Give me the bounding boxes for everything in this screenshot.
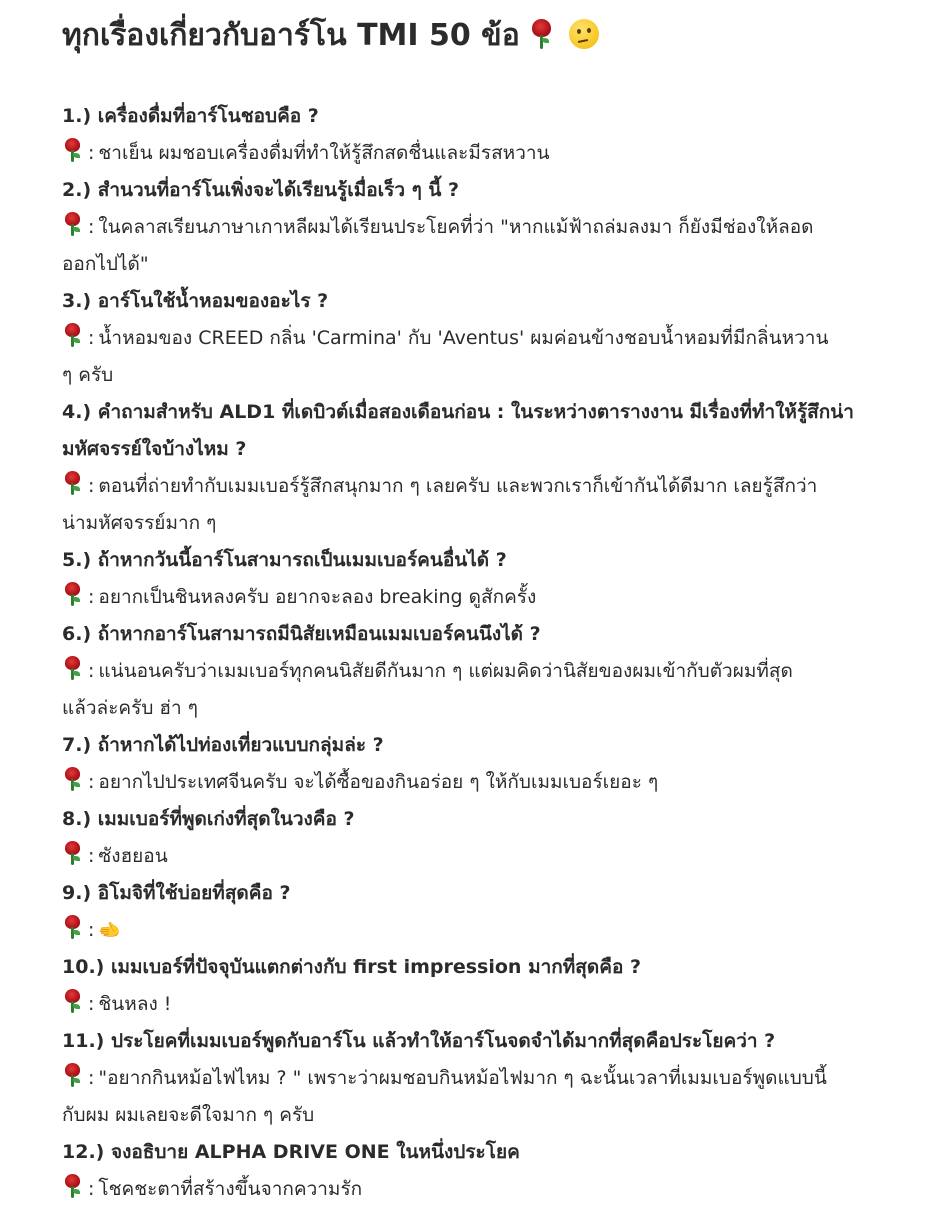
answer-line: [62, 468, 863, 505]
question-text: 12.) จงอธิบาย ALPHA DRIVE ONE ในหนึ่งประโยค: [62, 1141, 520, 1163]
rose-icon: [62, 841, 82, 865]
answer-prefix: :: [88, 327, 95, 349]
answer: [62, 838, 863, 875]
question: [62, 949, 863, 986]
answer: [62, 320, 863, 394]
answer: [62, 912, 863, 949]
question: [62, 1023, 863, 1060]
answer-text: ชินหลง !: [98, 993, 172, 1015]
page-title: [62, 12, 863, 60]
answer-prefix: :: [88, 586, 95, 608]
question-text: 6.) ถ้าหากอาร์โนสามารถมีนิสัยเหมือนเมมเบอร์คนนึงได้ ?: [62, 623, 541, 645]
answer-prefix: :: [88, 216, 95, 238]
rose-icon: [62, 582, 82, 606]
answer: [62, 986, 863, 1023]
rose-icon: [62, 915, 82, 939]
answer-prefix: :: [88, 142, 95, 164]
rose-icon: [62, 138, 82, 162]
answer-text-continued: น่ามหัศจรรย์มาก ๆ: [62, 512, 217, 534]
question: [62, 172, 863, 209]
answer-prefix: :: [88, 660, 95, 682]
answer-line: [62, 579, 863, 616]
answer-text-continued: ออกไปได้": [62, 253, 149, 275]
answer-text: ในคลาสเรียนภาษาเกาหลีผมได้เรียนประโยคที่ว่า "หากแม้ฟ้าถล่มลงมา ก็ยังมีช่องให้ลอด: [98, 216, 814, 238]
answer-text: แน่นอนครับว่าเมมเบอร์ทุกคนนิสัยดีกันมาก ๆ แต่ผมคิดว่านิสัยของผมเข้ากับตัวผมที่สุด: [98, 660, 793, 682]
rose-icon: [530, 19, 554, 49]
rose-icon: [62, 1174, 82, 1198]
question-text: 3.) อาร์โนใช้น้ำหอมของอะไร ?: [62, 290, 329, 312]
answer-prefix: :: [88, 771, 95, 793]
answer-text: น้ำหอมของ CREED กลิ่น 'Carmina' กับ 'Aventus' ผมค่อนข้างชอบน้ำหอมที่มีกลิ่นหวาน: [98, 327, 829, 349]
answer-prefix: :: [88, 993, 95, 1015]
left-facing-fist-icon: 🫲: [98, 920, 121, 941]
answer-text: "อยากกินหม้อไฟไหม ? " เพราะว่าผมชอบกินหม้อไฟมาก ๆ ฉะนั้นเวลาที่เมมเบอร์พูดแบบนี้: [98, 1067, 827, 1089]
answer: [62, 579, 863, 616]
question: [62, 727, 863, 764]
answer-prefix: :: [88, 845, 95, 867]
answer-line: [62, 838, 863, 875]
answer-text-continued: กับผม ผมเลยจะดีใจมาก ๆ ครับ: [62, 1104, 315, 1126]
question-text: 1.) เครื่องดื่มที่อาร์โนชอบคือ ?: [62, 105, 319, 127]
answer-line: [62, 320, 863, 357]
answer-line: [62, 912, 863, 949]
rose-icon: [62, 212, 82, 236]
question-text: 2.) สำนวนที่อาร์โนเพิ่งจะได้เรียนรู้เมื่อเร็ว ๆ นี้ ?: [62, 179, 460, 201]
question-text: 9.) อิโมจิที่ใช้บ่อยที่สุดคือ ?: [62, 882, 291, 904]
answer-line: [62, 135, 863, 172]
answer: [62, 653, 863, 727]
answer: [62, 468, 863, 542]
question: [62, 98, 863, 135]
answer: [62, 764, 863, 801]
answer: [62, 1060, 863, 1134]
answer: [62, 209, 863, 283]
question-text: 4.) คำถามสำหรับ ALD1 ที่เดบิวต์เมื่อสองเดือนก่อน : ในระหว่างตารางงาน มีเรื่องที่ทำให้รู้สึกน่า: [62, 401, 854, 423]
question: [62, 542, 863, 579]
question-text: 11.) ประโยคที่เมมเบอร์พูดกับอาร์โน แล้วทำให้อาร์โนจดจำได้มากที่สุดคือประโยคว่า ?: [62, 1030, 776, 1052]
answer-line: [62, 764, 863, 801]
answer-prefix: :: [88, 1067, 95, 1089]
question-text: 10.) เมมเบอร์ที่ปัจจุบันแตกต่างกับ first impression มากที่สุดคือ ?: [62, 956, 641, 978]
question-text: 7.) ถ้าหากได้ไปท่องเที่ยวแบบกลุ่มล่ะ ?: [62, 734, 384, 756]
rose-icon: [62, 471, 82, 495]
rose-icon: [62, 323, 82, 347]
answer-line: [62, 986, 863, 1023]
rose-icon: [62, 767, 82, 791]
thinking-face-icon: [569, 19, 599, 49]
answer-prefix: :: [88, 475, 95, 497]
rose-icon: [62, 989, 82, 1013]
question: [62, 283, 863, 320]
answer: [62, 135, 863, 172]
answer-prefix: :: [88, 919, 95, 941]
rose-icon: [62, 656, 82, 680]
answer: [62, 1171, 863, 1208]
answer-text: โชคชะตาที่สร้างขึ้นจากความรัก: [98, 1178, 363, 1200]
rose-icon: [62, 1063, 82, 1087]
question: [62, 875, 863, 912]
answer-text: ซังฮยอน: [98, 845, 168, 867]
answer-line: [62, 1060, 863, 1097]
answer-line: [62, 1171, 863, 1208]
answer-text: ตอนที่ถ่ายทำกับเมมเบอร์รู้สึกสนุกมาก ๆ เลยครับ และพวกเราก็เข้ากันได้ดีมาก เลยรู้สึกว่า: [98, 475, 818, 497]
question-text: 5.) ถ้าหากวันนี้อาร์โนสามารถเป็นเมมเบอร์คนอื่นได้ ?: [62, 549, 507, 571]
question: [62, 801, 863, 838]
qa-list: [62, 98, 863, 1208]
question-text-continued: มหัศจรรย์ใจบ้างไหม ?: [62, 438, 247, 460]
question-text: 8.) เมมเบอร์ที่พูดเก่งที่สุดในวงคือ ?: [62, 808, 355, 830]
answer-text-continued: ๆ ครับ: [62, 364, 114, 386]
page-title-text: ทุกเรื่องเกี่ยวกับอาร์โน TMI 50 ข้อ: [62, 18, 520, 53]
question: [62, 394, 863, 468]
question: [62, 1134, 863, 1171]
answer-text: อยากเป็นชินหลงครับ อยากจะลอง breaking ดูสักครั้ง: [98, 586, 537, 608]
answer-text: ชาเย็น ผมชอบเครื่องดื่มที่ทำให้รู้สึกสดชื่นและมีรสหวาน: [98, 142, 550, 164]
question: [62, 616, 863, 653]
answer-line: [62, 653, 863, 690]
answer-text: อยากไปประเทศจีนครับ จะได้ซื้อของกินอร่อย ๆ ให้กับเมมเบอร์เยอะ ๆ: [98, 771, 659, 793]
answer-text-continued: แล้วล่ะครับ ฮ่า ๆ: [62, 697, 198, 719]
answer-prefix: :: [88, 1178, 95, 1200]
answer-line: [62, 209, 863, 246]
